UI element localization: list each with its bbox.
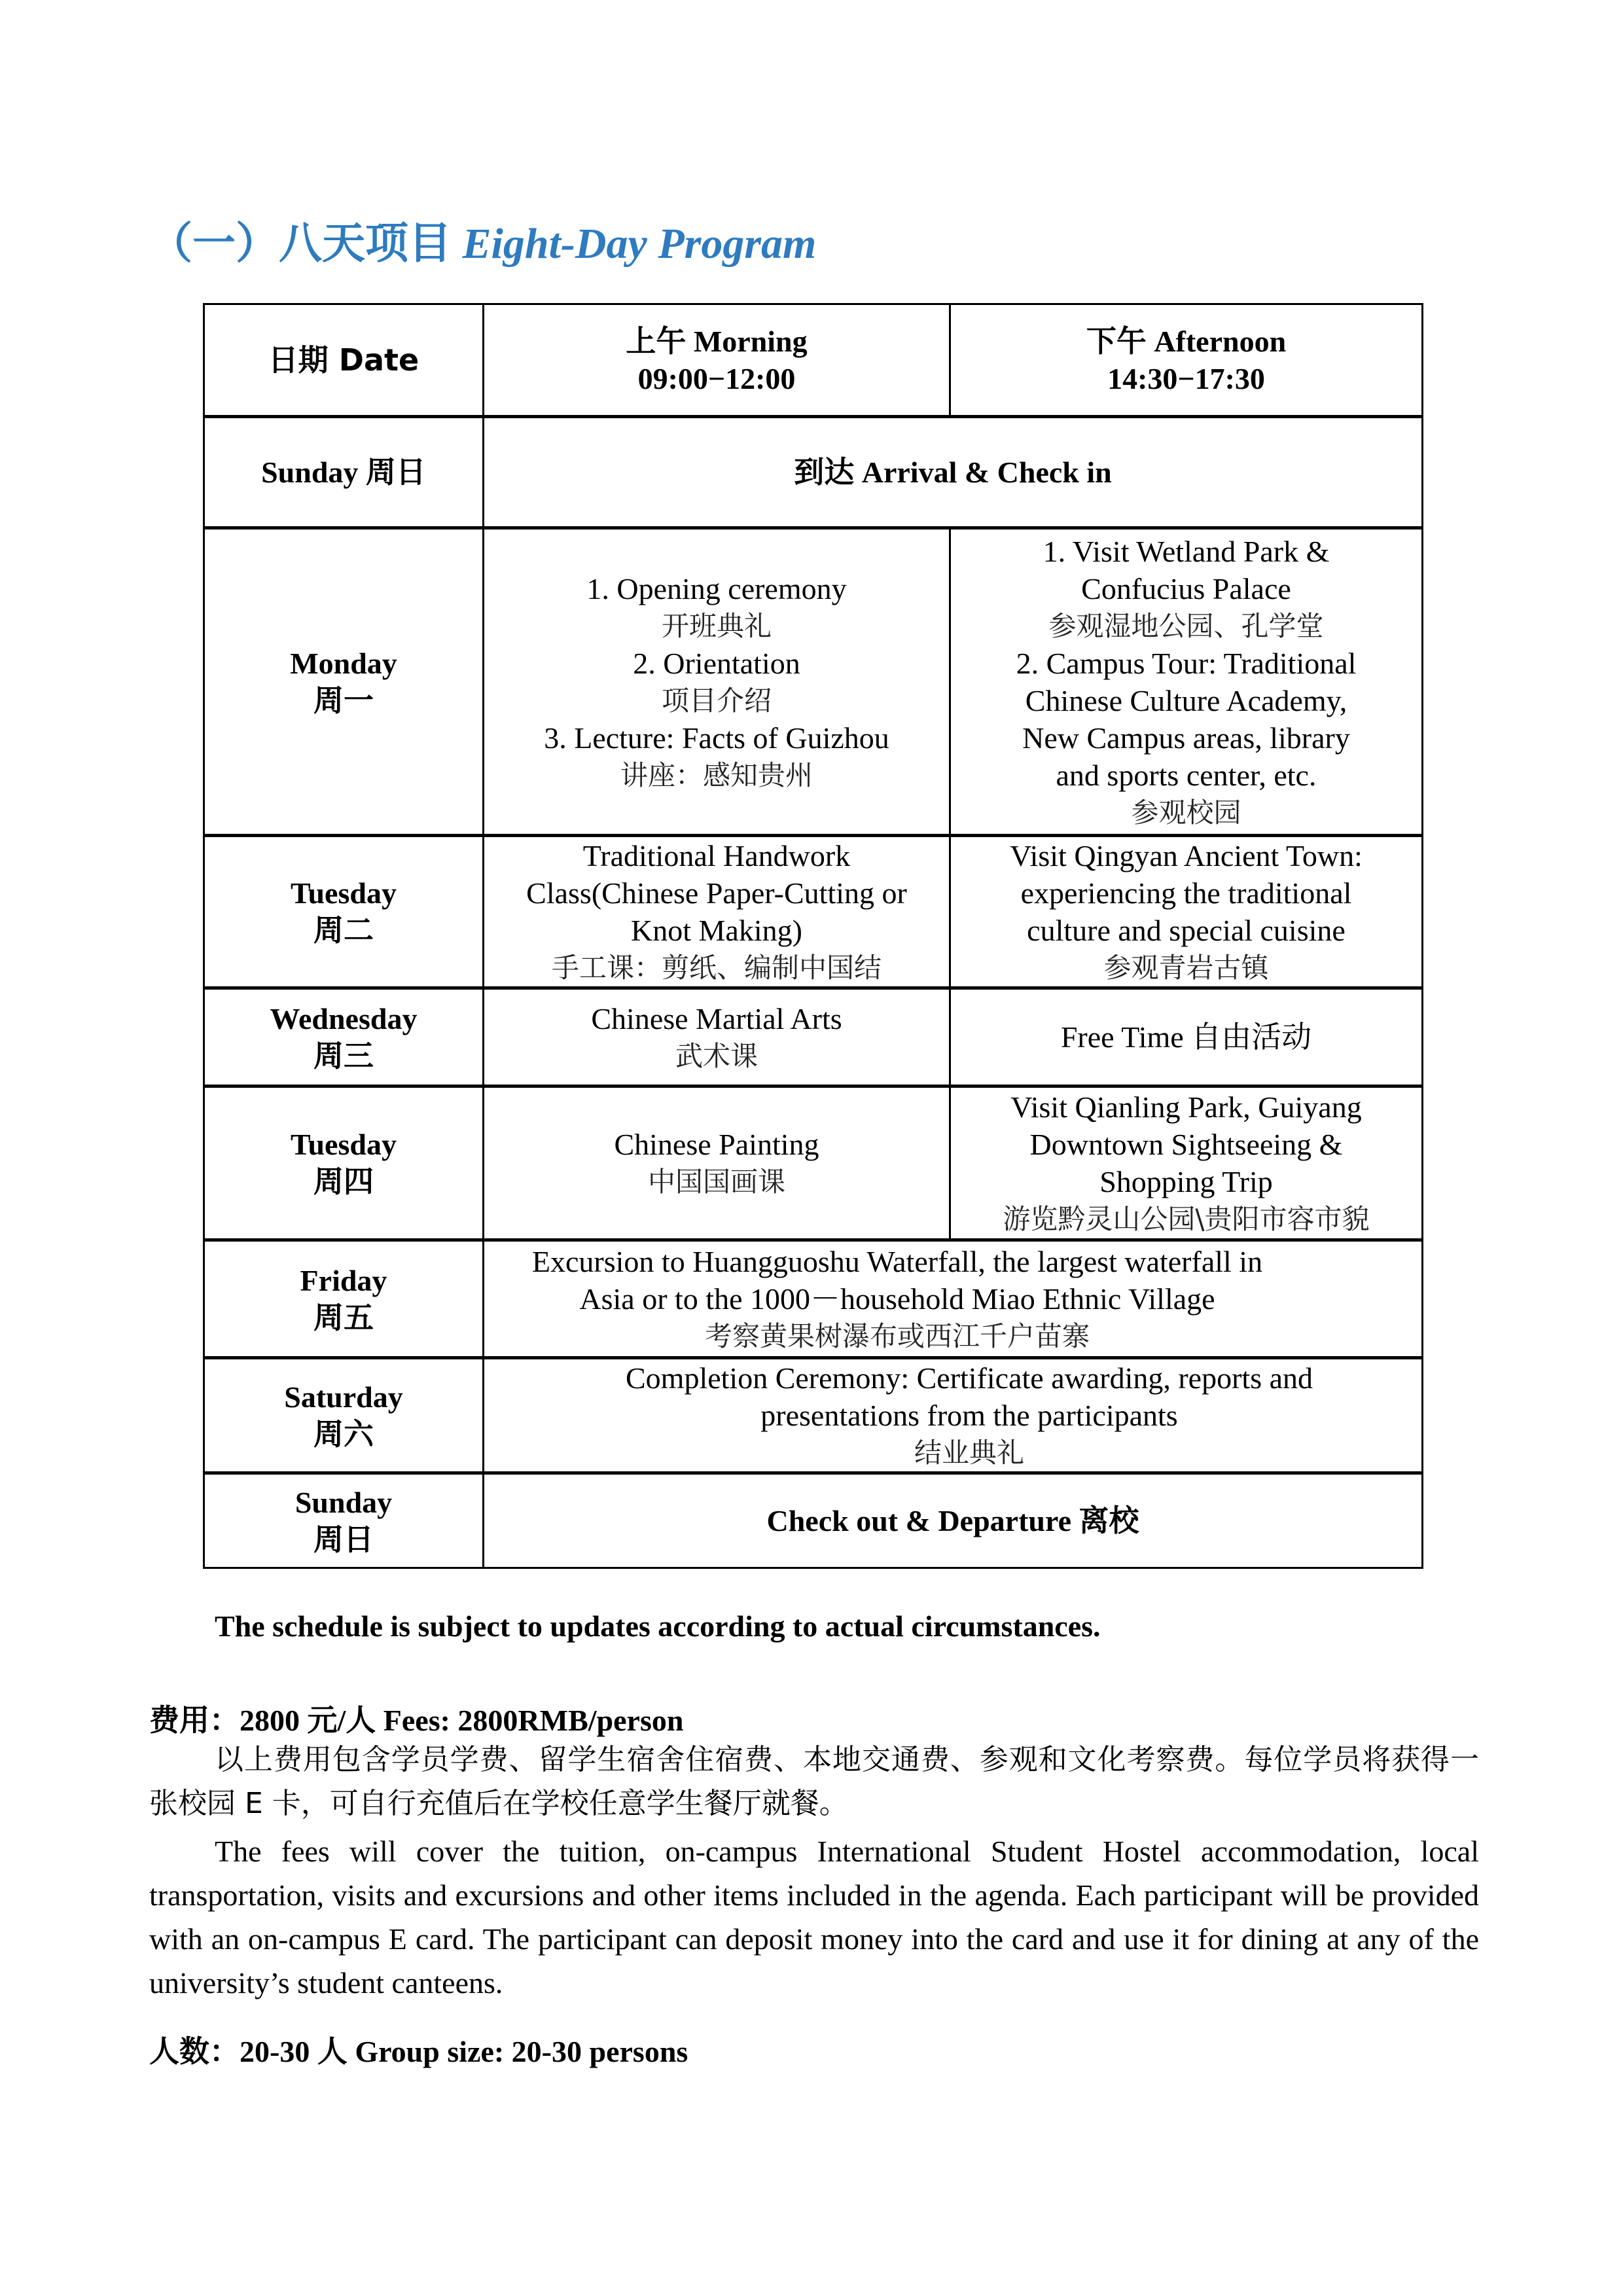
header-afternoon [950, 304, 1423, 417]
afternoon-cell [950, 528, 1423, 836]
header-morning-time: 09:00−12:00 [637, 362, 796, 395]
morning-cell [484, 1086, 950, 1240]
completion-cell [484, 1358, 1423, 1473]
activity-zh: 结业典礼 [914, 1437, 1024, 1469]
day-en: Sunday [261, 456, 359, 489]
activity-en: Chinese Martial Arts [591, 1001, 842, 1035]
fees-text-en: The fees will cover the tuition, on-campus International Student Hostel accommodation, local transportation, visits and excursions and other items included in the agenda. Each participant will be provided with an on-campus E card. The participant can deposit money into the card and use it for dining at any of the university’s student canteens. [149, 1835, 1479, 2000]
activity-en: 2. Orientation [633, 646, 800, 680]
arrival-cell [484, 417, 1423, 528]
header-date: 日期 Date [204, 304, 484, 417]
activity-en: presentations from the participants [760, 1399, 1178, 1432]
day-zh: 周五 [313, 1299, 374, 1335]
section-title-zh: （一）八天项目 [149, 218, 452, 268]
day-en: Wednesday [270, 1001, 418, 1035]
day-zh: 周日 [365, 454, 426, 490]
day-cell [204, 1473, 484, 1568]
day-cell [204, 1240, 484, 1358]
activity-zh: 项目介绍 [661, 684, 772, 717]
activity-en: Traditional Handwork [582, 839, 851, 872]
activity-en: Visit Qianling Park, Guiyang [1010, 1090, 1362, 1124]
activity-en: Free Time 自由活动 [1060, 1020, 1312, 1054]
activity-zh: 考察黄果树瀑布或西江千户苗寨 [704, 1320, 1090, 1352]
day-en: Friday [300, 1263, 387, 1297]
day-zh: 周一 [313, 682, 374, 718]
activity-en: Asia or to the 1000－household Miao Ethnic Village [579, 1282, 1215, 1316]
schedule-table [203, 303, 1423, 1569]
activity-en: Class(Chinese Paper-Cutting or [526, 876, 907, 910]
table-row [204, 1086, 1423, 1240]
activity-en: Downtown Sightseeing & [1029, 1128, 1343, 1161]
activity-zh: 讲座：感知贵州 [620, 759, 813, 791]
fees-heading: 费用：2800 元/人 Fees: 2800RMB/person [149, 1704, 684, 1737]
day-zh: 周日 [313, 1521, 374, 1557]
activity-zh: 武术课 [675, 1039, 758, 1072]
afternoon-cell [950, 988, 1423, 1086]
table-row [204, 1473, 1423, 1568]
activity-zh: 中国国画课 [647, 1166, 785, 1198]
morning-cell [484, 988, 950, 1086]
activity-en: Shopping Trip [1099, 1165, 1273, 1198]
afternoon-cell [950, 1086, 1423, 1240]
activity-zh: 参观校园 [1131, 796, 1241, 829]
activity-en: 1. Opening ceremony [586, 571, 847, 605]
activity-en: New Campus areas, library [1022, 721, 1350, 755]
header-morning [484, 304, 950, 417]
table-row [204, 836, 1423, 988]
activity-en: and sports center, etc. [1056, 758, 1317, 792]
table-header-row [204, 304, 1423, 417]
morning-cell [484, 836, 950, 988]
activity-en: Chinese Culture Academy, [1025, 683, 1347, 717]
activity-zh: 参观青岩古镇 [1103, 952, 1269, 984]
day-en: Tuesday [291, 1128, 397, 1161]
activity-en: 1. Visit Wetland Park & [1043, 534, 1330, 568]
day-cell [204, 1358, 484, 1473]
day-zh: 周二 [313, 912, 374, 948]
day-en: Monday [290, 646, 397, 680]
table-row [204, 528, 1423, 836]
activity-en: Visit Qingyan Ancient Town: [1010, 839, 1363, 872]
afternoon-cell [950, 836, 1423, 988]
day-cell [204, 988, 484, 1086]
day-zh: 周三 [313, 1037, 374, 1073]
day-en: Sunday [294, 1485, 393, 1519]
day-cell [204, 1086, 484, 1240]
section-title-en: Eight-Day Program [462, 220, 817, 268]
day-zh: 周六 [313, 1416, 374, 1452]
table-row [204, 1358, 1423, 1473]
schedule-note: The schedule is subject to updates according to actual circumstances. [215, 1609, 1101, 1643]
excursion-cell [484, 1240, 1423, 1358]
header-afternoon-label: 下午 Afternoon [1086, 325, 1287, 358]
table-row [204, 1240, 1423, 1358]
day-cell [204, 836, 484, 988]
table-row [204, 417, 1423, 528]
activity-en: experiencing the traditional [1020, 876, 1352, 910]
departure-cell [484, 1473, 1423, 1568]
departure-text: Check out & Departure 离校 [766, 1504, 1139, 1537]
activity-zh: 开班典礼 [661, 609, 772, 642]
group-size: 人数：20-30 人 Group size: 20-30 persons [149, 2035, 688, 2068]
activity-en: culture and special cuisine [1027, 914, 1346, 947]
activity-zh: 游览黔灵山公园\贵阳市容市貌 [1003, 1203, 1370, 1235]
arrival-text: 到达 Arrival & Check in [794, 456, 1112, 489]
activity-en: Knot Making) [631, 914, 802, 947]
day-en: Tuesday [291, 876, 397, 910]
activity-zh: 参观湿地公园、孔学堂 [1048, 609, 1324, 642]
activity-en: Excursion to Huangguoshu Waterfall, the largest waterfall in [531, 1245, 1263, 1278]
fees-text-zh: 以上费用包含学员学费、留学生宿舍住宿费、本地交通费、参观和文化考察费。每位学员将获得一张校园 E 卡，可自行充值后在学校任意学生餐厅就餐。 [149, 1743, 1479, 1820]
day-cell [204, 528, 484, 836]
day-zh: 周四 [313, 1164, 374, 1199]
activity-en: Chinese Painting [614, 1128, 819, 1161]
table-row [204, 988, 1423, 1086]
section-title [149, 208, 816, 270]
activity-zh: 手工课：剪纸、编制中国结 [551, 952, 882, 984]
header-afternoon-time: 14:30−17:30 [1107, 362, 1265, 395]
morning-cell [484, 528, 950, 836]
activity-en: Confucius Palace [1081, 571, 1291, 605]
activity-en: 3. Lecture: Facts of Guizhou [544, 721, 889, 755]
day-cell [204, 417, 484, 528]
day-en: Saturday [284, 1380, 403, 1414]
header-morning-label: 上午 Morning [626, 325, 808, 358]
activity-en: 2. Campus Tour: Traditional [1016, 646, 1357, 680]
activity-en: Completion Ceremony: Certificate awarding, reports and [625, 1361, 1313, 1395]
